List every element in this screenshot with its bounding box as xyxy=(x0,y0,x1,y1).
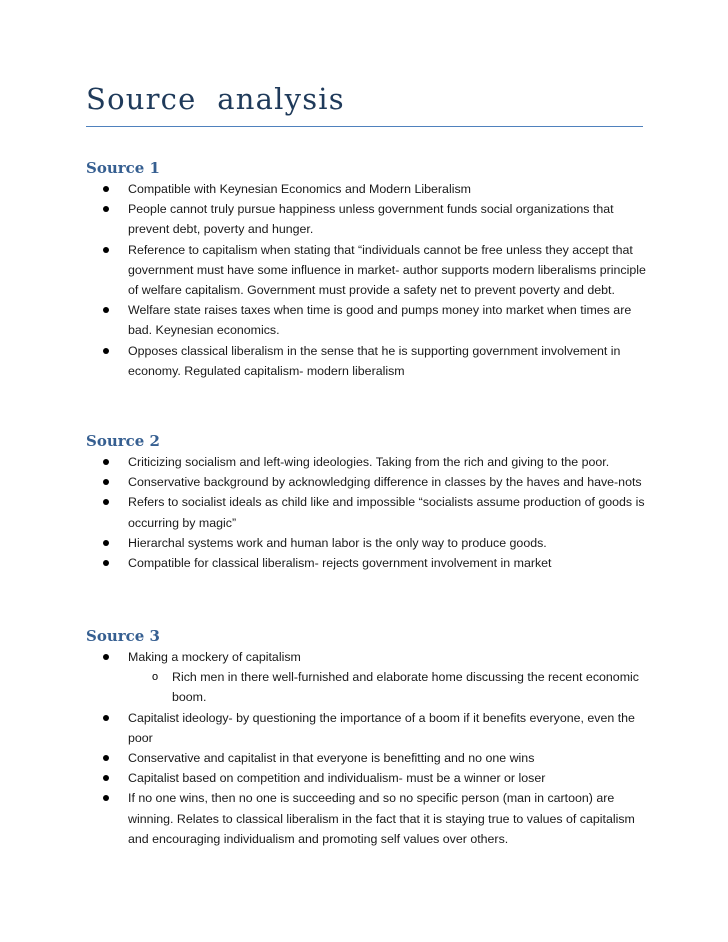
list-item-text: If no one wins, then no one is succeeding and so no specific person (man in cartoon) are winning. Relates to classical liberalism in the fact that it is staying true to values of capitalism and encouraging individualism and promoting self values over others. xyxy=(128,791,635,846)
list-item xyxy=(86,472,646,492)
bullet-icon xyxy=(103,206,109,212)
list-item xyxy=(86,452,646,472)
list-item xyxy=(86,300,646,340)
bullet-icon xyxy=(103,715,109,721)
list-item xyxy=(86,240,646,301)
list-item-text: Compatible with Keynesian Economics and Modern Liberalism xyxy=(128,182,471,196)
source-3-section xyxy=(86,625,646,849)
list-item-text: Opposes classical liberalism in the sense that he is supporting government involvement in economy. Regulated capitalism- modern liberalism xyxy=(128,343,621,378)
list-item-text: Welfare state raises taxes when time is good and pumps money into market when times are bad. Keynesian economics. xyxy=(128,303,632,338)
bullet-icon xyxy=(103,247,109,253)
page-title: Source analysis xyxy=(86,82,345,116)
list-item-text: Capitalist ideology- by questioning the importance of a boom if it benefits everyone, even the poor xyxy=(128,710,635,745)
section-heading: Source 3 xyxy=(86,627,160,645)
list-item xyxy=(86,748,646,768)
list-item xyxy=(86,768,646,788)
list-item xyxy=(86,199,646,239)
list-item xyxy=(86,341,646,381)
list-item xyxy=(86,533,646,553)
list-item-text: Reference to capitalism when stating that “individuals cannot be free unless they accept that government must have some influence in market- author supports modern liberalisms principle of welfare capitalism. Government must provide a safety net to prevent poverty and debt. xyxy=(128,242,646,298)
bullet-icon xyxy=(103,775,109,781)
bullet-icon xyxy=(103,307,109,313)
list-item-text: Compatible for classical liberalism- rejects government involvement in market xyxy=(128,556,552,571)
title-underline xyxy=(86,126,643,127)
list-item-text: Conservative background by acknowledging difference in classes by the haves and have-nots xyxy=(128,475,642,490)
list-item xyxy=(86,788,646,849)
list-item xyxy=(86,492,646,532)
bullet-icon xyxy=(103,186,109,192)
list-item-text: Conservative and capitalist in that everyone is benefitting and no one wins xyxy=(128,751,535,766)
list-item xyxy=(86,647,646,667)
list-item-text: Making a mockery of capitalism xyxy=(128,650,301,664)
list-item-text: People cannot truly pursue happiness unless government funds social organizations that prevent debt, poverty and hunger. xyxy=(128,202,614,237)
bullet-icon xyxy=(103,540,109,546)
bullet-icon xyxy=(103,654,109,660)
section-heading: Source 1 xyxy=(86,159,160,177)
hollow-bullet-icon: o xyxy=(152,671,159,684)
bullet-icon xyxy=(103,459,109,465)
source-1-section xyxy=(86,157,646,381)
list-item xyxy=(86,708,646,748)
section-heading: Source 2 xyxy=(86,432,160,450)
bullet-icon xyxy=(103,755,109,761)
list-item-text: Refers to socialist ideals as child like and impossible “socialists assume production of goods is occurring by magic” xyxy=(128,495,645,530)
bullet-icon xyxy=(103,479,109,485)
list-item xyxy=(86,179,646,199)
source-2-section xyxy=(86,430,646,573)
bullet-icon xyxy=(103,348,109,354)
list-item xyxy=(86,553,646,573)
bullet-icon xyxy=(103,560,109,566)
bullet-icon xyxy=(103,795,109,801)
sub-list-item xyxy=(86,667,646,707)
list-item-text: Hierarchal systems work and human labor is the only way to produce goods. xyxy=(128,535,547,550)
sub-list-item-text: Rich men in there well-furnished and elaborate home discussing the recent economic boom. xyxy=(172,670,639,705)
bullet-icon xyxy=(103,499,109,505)
list-item-text: Criticizing socialism and left-wing ideologies. Taking from the rich and giving to the poor. xyxy=(128,455,610,469)
list-item-text: Capitalist based on competition and individualism- must be a winner or loser xyxy=(128,771,546,786)
